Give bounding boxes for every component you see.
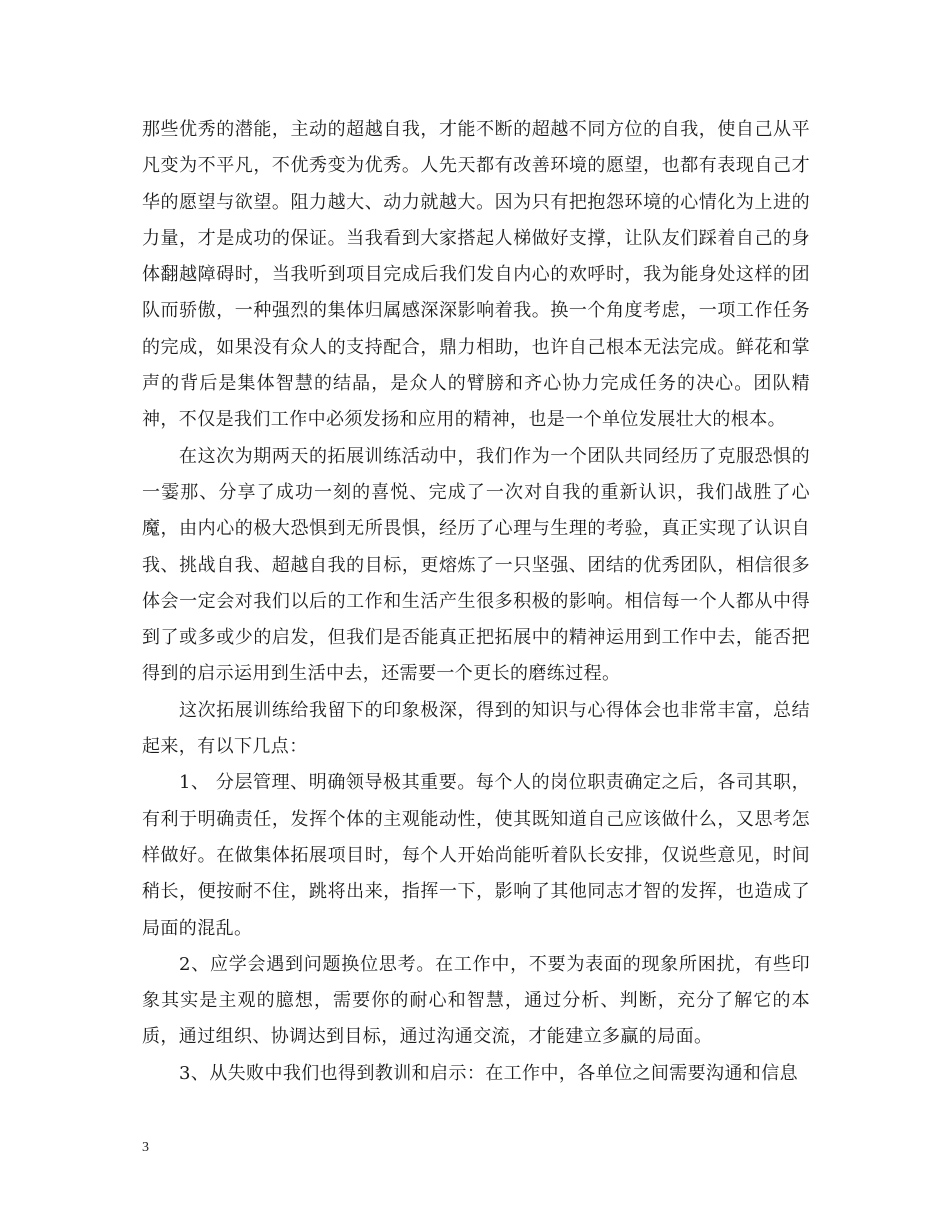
- paragraph-3: 这次拓展训练给我留下的印象极深，得到的知识与心得体会也非常丰富，总结起来，有以下几点：: [142, 699, 810, 758]
- page-number: 3: [142, 1140, 149, 1155]
- paragraph-4: 1、 分层管理、明确领导极其重要。每个人的岗位职责确定之后，各司其职，有利于明确责任，发挥个体的主观能动性，使其既知道自己应该做什么，又思考怎样做好。在做集体拓展项目时，每个人开始尚能听着队长安排，仅说些意见，时间稍长，便按耐不住，跳将出来，指挥一下，影响了其他同志才智的发挥，也造成了局面的混乱。: [142, 772, 810, 939]
- paragraph-6: 3、从失败中我们也得到教训和启示：在工作中，各单位之间需要沟通和信息: [179, 1062, 799, 1084]
- paragraph-5: 2、应学会遇到问题换位思考。在工作中，不要为表面的现象所困扰，有些印象其实是主观的臆想，需要你的耐心和智慧，通过分析、判断，充分了解它的本质，通过组织、协调达到目标，通过沟通交流，才能建立多赢的局面。: [142, 953, 810, 1048]
- paragraph-1: 那些优秀的潜能，主动的超越自我，才能不断的超越不同方位的自我，使自己从平凡变为不平凡，不优秀变为优秀。人先天都有改善环境的愿望，也都有表现自己才华的愿望与欲望。阻力越大、动力就越大。因为只有把抱怨环境的心情化为上进的力量，才是成功的保证。当我看到大家搭起人梯做好支撑，让队友们踩着自己的身体翻越障碍时，当我听到项目完成后我们发自内心的欢呼时，我为能身处这样的团队而骄傲，一种强烈的集体归属感深深影响着我。换一个角度考虑，一项工作任务的完成，如果没有众人的支持配合，鼎力相助，也许自己根本无法完成。鲜花和掌声的背后是集体智慧的结晶，是众人的臂膀和齐心协力完成任务的决心。团队精神，不仅是我们工作中必须发扬和应用的精神，也是一个单位发展壮大的根本。: [142, 119, 810, 431]
- document-body: [142, 112, 810, 1092]
- paragraph-2: 在这次为期两天的拓展训练活动中，我们作为一个团队共同经历了克服恐惧的一霎那、分享了成功一刻的喜悦、完成了一次对自我的重新认识，我们战胜了心魔，由内心的极大恐惧到无所畏惧，经历了心理与生理的考验，真正实现了认识自我、挑战自我、超越自我的目标，更熔炼了一只坚强、团结的优秀团队，相信很多体会一定会对我们以后的工作和生活产生很多积极的影响。相信每一个人都从中得到了或多或少的启发，但我们是否能真正把拓展中的精神运用到工作中去，能否把得到的启示运用到生活中去，还需要一个更长的磨练过程。: [142, 445, 810, 685]
